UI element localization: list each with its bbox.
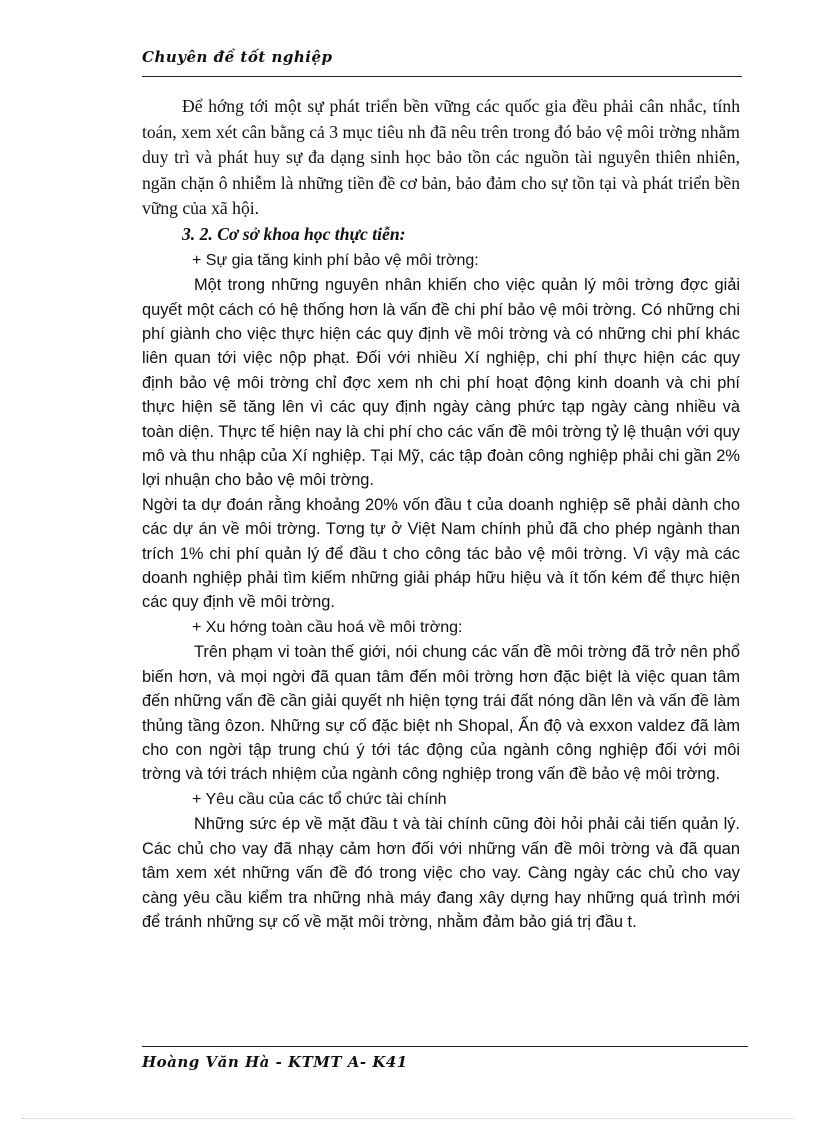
section-heading: 3. 2. Cơ sở khoa học thực tiễn: (182, 223, 406, 244)
footer-divider (142, 1046, 748, 1047)
header-divider (142, 76, 742, 77)
bullet-cost-increase: + Sự gia tăng kinh phí bảo vệ môi trờng: (192, 251, 479, 269)
document-body (142, 94, 740, 935)
paragraph-globalization: Trên phạm vi toàn thế giới, nói chung các vấn đề môi trờng đã trở nên phổ biến hơn, và mọi ngời đã quan tâm đến môi trờng hơn đặc biệt là việc quan tâm đến những vấn đề cần giải quyết nh hiện tợng trái đất nóng dần lên và vấn đề làm thủng tầng ôzon. Những sự cố đặc biệt nh Shopal, Ấn độ và exxon valdez đã làm cho con ngời tập trung chú ý tới tác động của ngành công nghiệp đối với môi trờng và tới trách nhiệm của ngành công nghiệp trong vấn đề bảo vệ môi trờng. (142, 643, 740, 784)
bullet-financial-institutions: + Yêu cầu của các tổ chức tài chính (192, 790, 447, 808)
page-header-title: Chuyên đề tốt nghiệp (142, 48, 333, 66)
paragraph-cost: Một trong những nguyên nhân khiến cho việc quản lý môi trờng đợc giải quyết một cách có hệ thống hơn là vấn đề chi phí bảo vệ môi trờng. Có những chi phí giành cho việc thực hiện các quy định về môi trờng và có những chi phí khác liên quan tới việc nộp phạt. Đối với nhiều Xí nghiệp, chi phí thực hiện các quy định bảo vệ môi trờng chỉ đợc xem nh chi phí hoạt động kinh doanh và chi phí thực hiện sẽ tăng lên vì các quy định ngày càng phức tạp ngày càng nhiều và toàn diện. Thực tế hiện nay là chi phí cho các vấn đề môi trờng tỷ lệ thuận với quy mô và thu nhập của Xí nghiệp. Tại Mỹ, các tập đoàn công nghiệp phải chi gần 2% lợi nhuận cho bảo vệ môi trờng. (142, 276, 740, 490)
page-footer-author: Hoàng Văn Hà - KTMT A- K41 (142, 1053, 408, 1071)
paragraph-intro: Để hớng tới một sự phát triển bền vững các quốc gia đều phải cân nhắc, tính toán, xem xét cân bằng cả 3 mục tiêu nh đã nêu trên trong đó bảo vệ môi trờng nhằm duy trì và phát huy sự đa dạng sinh học bảo tồn các nguồn tài nguyên thiên nhiên, ngăn chặn ô nhiễm là những tiền đề cơ bản, bảo đảm cho sự tồn tại và phát triển bền vững của xã hội. (142, 96, 740, 219)
page-bottom-border (22, 1118, 794, 1119)
paragraph-financial: Những sức ép về mặt đầu t và tài chính cũng đòi hỏi phải cải tiến quản lý. Các chủ cho vay đã nhạy cảm hơn đối với những vấn đề môi trờng và đã quan tâm xem xét những vấn đề đó trong việc cho vay. Càng ngày các chủ cho vay càng yêu cầu kiểm tra những nhà máy đang xây dựng hay những quá trình mới để tránh những sự cố về mặt môi trờng, nhằm đảm bảo giá trị đầu t. (142, 815, 740, 932)
paragraph-investment: Ngời ta dự đoán rằng khoảng 20% vốn đầu t của doanh nghiệp sẽ phải dành cho các dự án về môi trờng. Tơng tự ở Việt Nam chính phủ đã cho phép ngành than trích 1% chi phí quản lý để đầu t cho công tác bảo vệ môi trờng. Vì vậy mà các doanh nghiệp phải tìm kiếm những giải pháp hữu hiệu và ít tốn kém để thực hiện các quy định về môi trờng. (142, 495, 740, 612)
bullet-globalization: + Xu hớng toàn cầu hoá về môi trờng: (192, 618, 463, 636)
